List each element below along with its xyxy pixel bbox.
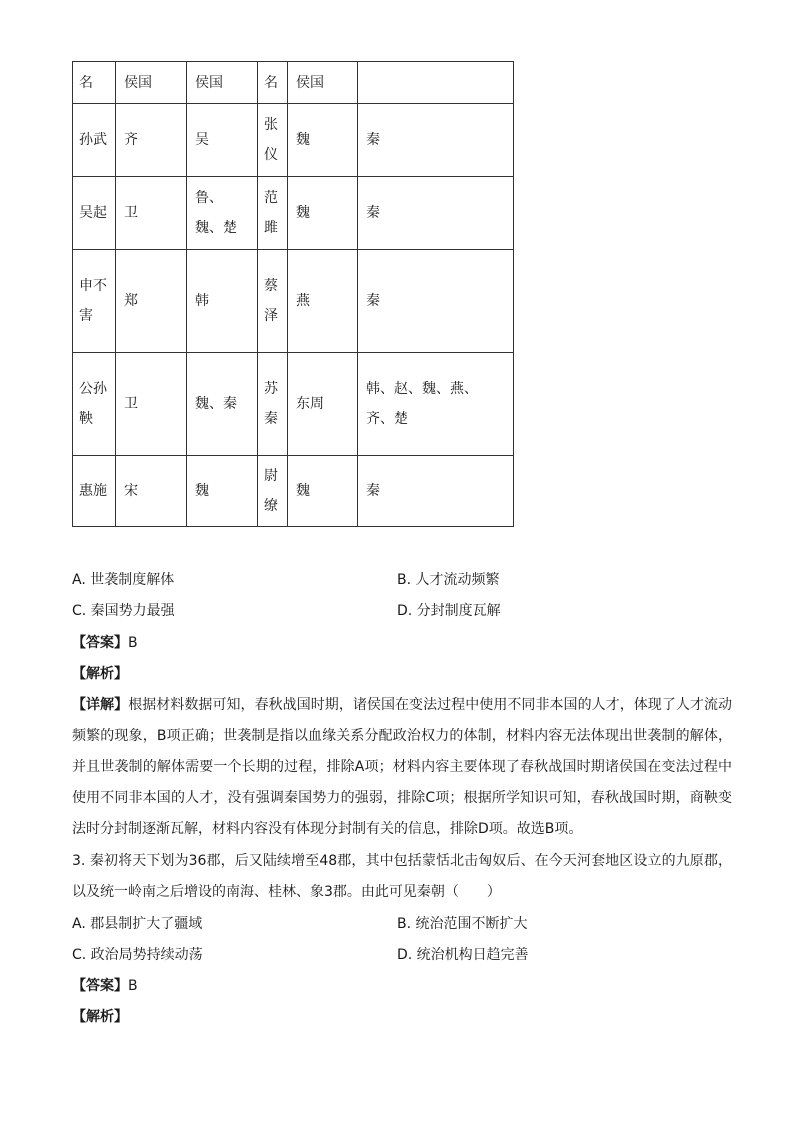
table-cell: 魏、秦 (187, 353, 258, 456)
answer-tag: 【答案】 (72, 978, 128, 994)
table-row (73, 353, 514, 456)
answer-value: B (128, 635, 138, 651)
table-cell: 秦 (358, 104, 514, 177)
table-cell: 张仪 (258, 104, 288, 177)
q2-analysis-tag: 【解析】 (72, 666, 128, 682)
answer-tag: 【答案】 (72, 635, 128, 651)
table-header-cell: 侯国 (187, 62, 258, 104)
detail-tag: 【详解】 (72, 697, 129, 713)
table-cell: 郑 (116, 250, 187, 353)
answer-value: B (128, 978, 138, 994)
table-cell: 魏 (187, 456, 258, 527)
q2-option-d: D. 分封制度瓦解 (397, 603, 501, 619)
table-cell: 公孙鞅 (73, 353, 116, 456)
table-cell: 东周 (288, 353, 358, 456)
q3-option-b: B. 统治范围不断扩大 (397, 916, 528, 932)
table-cell: 吴 (187, 104, 258, 177)
table-header-row (73, 62, 514, 104)
q2-detail (72, 690, 732, 845)
q3-option-a: A. 郡县制扩大了疆域 (72, 916, 203, 932)
table-cell: 吴起 (73, 177, 116, 250)
table-cell: 范雎 (258, 177, 288, 250)
table-cell: 齐 (116, 104, 187, 177)
table-cell: 韩、赵、魏、燕、齐、楚 (358, 353, 514, 456)
q3-answer (72, 976, 138, 996)
table-cell: 卫 (116, 177, 187, 250)
table-cell: 魏 (288, 456, 358, 527)
table-row (73, 250, 514, 353)
q2-option-b: B. 人才流动频繁 (397, 572, 500, 588)
table-cell: 宋 (116, 456, 187, 527)
table-row (73, 456, 514, 527)
q3-option-d: D. 统治机构日趋完善 (397, 947, 529, 963)
table-cell: 尉缭 (258, 456, 288, 527)
q2-option-a: A. 世袭制度解体 (72, 572, 175, 588)
table-cell: 惠施 (73, 456, 116, 527)
table-cell: 孙武 (73, 104, 116, 177)
q3-stem: 3. 秦初将天下划为36郡，后又陆续增至48郡，其中包括蒙恬北击匈奴后、在今天河套地区设立的九原郡，以及统一岭南之后增设的南海、桂林、象3郡。由此可见秦朝（ ） (72, 853, 732, 900)
table-cell: 秦 (358, 177, 514, 250)
q2-answer (72, 633, 138, 653)
table-header-cell: 侯国 (116, 62, 187, 104)
table-header-cell (358, 62, 514, 104)
table-header-cell: 名 (73, 62, 116, 104)
table-cell: 秦 (358, 456, 514, 527)
comparison-table (72, 61, 514, 527)
table-cell: 燕 (288, 250, 358, 353)
table-row (73, 104, 514, 177)
table-cell: 魏 (288, 104, 358, 177)
detail-text: 根据材料数据可知，春秋战国时期，诸侯国在变法过程中使用不同非本国的人才，体现了人才流动频繁的现象，B项正确；世袭制是指以血缘关系分配政治权力的体制，材料内容无法体现出世袭制的解体，并且世袭制的解体需要一个长期的过程，排除A项；材料内容主要体现了春秋战国时期诸侯国在变法过程中使用不同非本国的人才，没有强调秦国势力的强弱，排除C项；根据所学知识可知，春秋战国时期，商鞅变法时分封制逐渐瓦解，材料内容没有体现分封制有关的信息，排除D项。故选B项。 (72, 697, 733, 837)
table-cell: 秦 (358, 250, 514, 353)
table-cell: 鲁、魏、楚 (187, 177, 258, 250)
table-header-cell: 侯国 (288, 62, 358, 104)
table-cell: 卫 (116, 353, 187, 456)
table-cell: 蔡泽 (258, 250, 288, 353)
table-cell: 申不害 (73, 250, 116, 353)
table-cell: 魏 (288, 177, 358, 250)
table-cell: 苏秦 (258, 353, 288, 456)
q2-option-c: C. 秦国势力最强 (72, 603, 175, 619)
q3-analysis-tag: 【解析】 (72, 1009, 128, 1025)
table-cell: 韩 (187, 250, 258, 353)
table-header-cell: 名 (258, 62, 288, 104)
table-row (73, 177, 514, 250)
q3-option-c: C. 政治局势持续动荡 (72, 947, 203, 963)
